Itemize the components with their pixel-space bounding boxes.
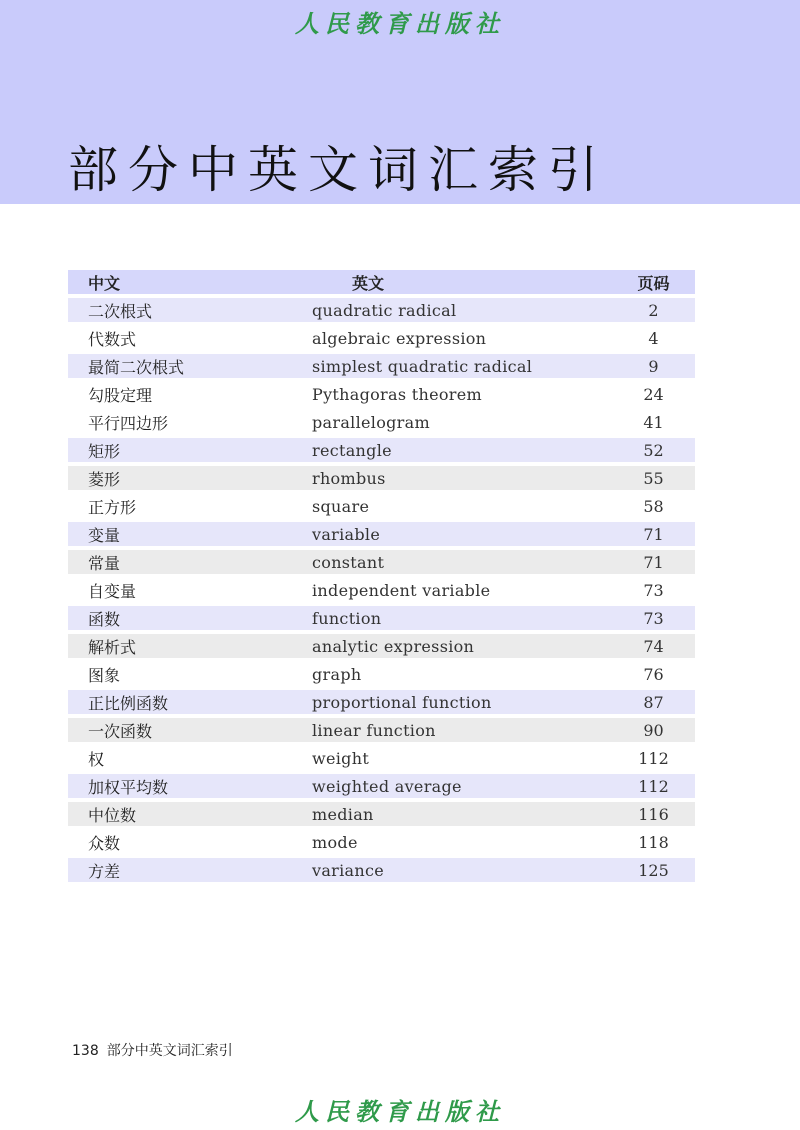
- table-row: [68, 830, 695, 854]
- english-term: analytic expression: [312, 634, 612, 658]
- chinese-term: 权: [68, 746, 312, 770]
- chinese-term: 变量: [68, 522, 312, 546]
- footer-page-number: 138: [72, 1043, 99, 1059]
- english-term: independent variable: [312, 578, 612, 602]
- table-row: [68, 606, 695, 630]
- page-number: 71: [612, 522, 695, 546]
- table-row: [68, 326, 695, 350]
- english-term: rhombus: [312, 466, 612, 490]
- chinese-term: 正方形: [68, 494, 312, 518]
- chinese-term: 中位数: [68, 802, 312, 826]
- page-number: 112: [612, 746, 695, 770]
- english-term: function: [312, 606, 612, 630]
- publisher-logo-top: 人民教育出版社: [295, 9, 505, 38]
- table-row: [68, 802, 695, 826]
- page-number: 9: [612, 354, 695, 378]
- table-row: [68, 466, 695, 490]
- table-row: [68, 690, 695, 714]
- english-term: quadratic radical: [312, 298, 612, 322]
- chinese-term: 方差: [68, 858, 312, 882]
- chinese-term: 常量: [68, 550, 312, 574]
- page-footer: [72, 1040, 241, 1060]
- column-header-chinese: 中文: [68, 270, 312, 294]
- table-row: [68, 550, 695, 574]
- english-term: mode: [312, 830, 612, 854]
- column-header-english: 英文: [312, 270, 612, 294]
- english-term: proportional function: [312, 690, 612, 714]
- page-number: 55: [612, 466, 695, 490]
- chinese-term: 自变量: [68, 578, 312, 602]
- chinese-term: 二次根式: [68, 298, 312, 322]
- chinese-term: 解析式: [68, 634, 312, 658]
- page-number: 58: [612, 494, 695, 518]
- table-row: [68, 718, 695, 742]
- page-title: 部分中英文词汇索引: [68, 141, 608, 199]
- page-number: 116: [612, 802, 695, 826]
- chinese-term: 众数: [68, 830, 312, 854]
- chinese-term: 图象: [68, 662, 312, 686]
- chinese-term: 代数式: [68, 326, 312, 350]
- table-row: [68, 382, 695, 406]
- page-number: 2: [612, 298, 695, 322]
- page-number: 87: [612, 690, 695, 714]
- english-term: weighted average: [312, 774, 612, 798]
- english-term: constant: [312, 550, 612, 574]
- page-number: 90: [612, 718, 695, 742]
- table-row: [68, 858, 695, 882]
- table-row: [68, 774, 695, 798]
- english-term: square: [312, 494, 612, 518]
- page-number: 71: [612, 550, 695, 574]
- english-term: median: [312, 802, 612, 826]
- footer-section-title: 部分中英文词汇索引: [106, 1043, 233, 1059]
- table-header-row: [68, 270, 695, 294]
- table-row: [68, 662, 695, 686]
- page-number: 76: [612, 662, 695, 686]
- chinese-term: 函数: [68, 606, 312, 630]
- chinese-term: 加权平均数: [68, 774, 312, 798]
- english-term: variance: [312, 858, 612, 882]
- table-row: [68, 578, 695, 602]
- page-number: 112: [612, 774, 695, 798]
- english-term: algebraic expression: [312, 326, 612, 350]
- table-row: [68, 494, 695, 518]
- publisher-logo-bottom: 人民教育出版社: [295, 1097, 505, 1126]
- english-term: variable: [312, 522, 612, 546]
- table-row: [68, 354, 695, 378]
- page-number: 125: [612, 858, 695, 882]
- table-row: [68, 522, 695, 546]
- english-term: simplest quadratic radical: [312, 354, 612, 378]
- english-term: weight: [312, 746, 612, 770]
- english-term: rectangle: [312, 438, 612, 462]
- english-term: linear function: [312, 718, 612, 742]
- chinese-term: 一次函数: [68, 718, 312, 742]
- chinese-term: 勾股定理: [68, 382, 312, 406]
- table-row: [68, 438, 695, 462]
- page-number: 4: [612, 326, 695, 350]
- page-number: 74: [612, 634, 695, 658]
- table-row: [68, 298, 695, 322]
- page-number: 73: [612, 578, 695, 602]
- chinese-term: 正比例函数: [68, 690, 312, 714]
- column-header-page: 页码: [612, 270, 695, 294]
- page-number: 73: [612, 606, 695, 630]
- page-number: 118: [612, 830, 695, 854]
- vocabulary-table: [68, 266, 695, 886]
- table-row: [68, 410, 695, 434]
- page-number: 41: [612, 410, 695, 434]
- chinese-term: 矩形: [68, 438, 312, 462]
- chinese-term: 平行四边形: [68, 410, 312, 434]
- table-row: [68, 746, 695, 770]
- english-term: Pythagoras theorem: [312, 382, 612, 406]
- page-number: 52: [612, 438, 695, 462]
- chinese-term: 最简二次根式: [68, 354, 312, 378]
- english-term: graph: [312, 662, 612, 686]
- english-term: parallelogram: [312, 410, 612, 434]
- table-row: [68, 634, 695, 658]
- chinese-term: 菱形: [68, 466, 312, 490]
- page-number: 24: [612, 382, 695, 406]
